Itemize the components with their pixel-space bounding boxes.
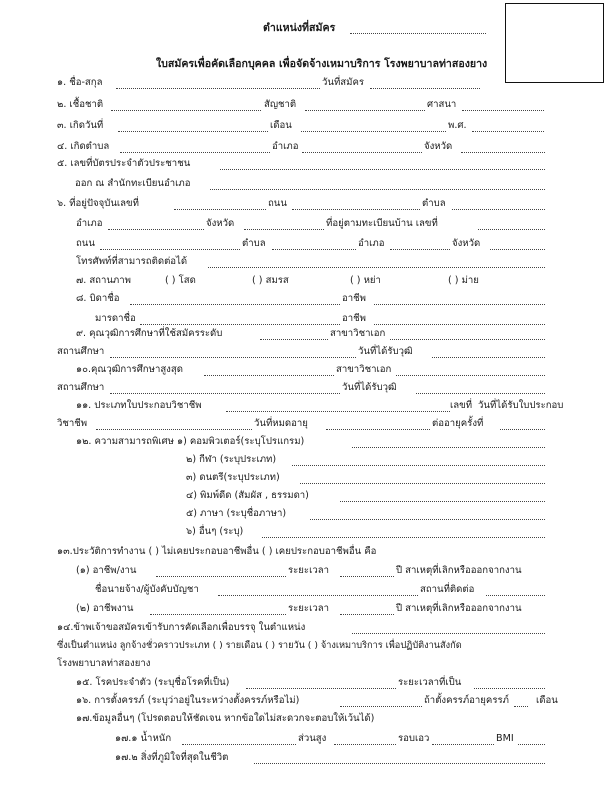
reg-province-field[interactable] bbox=[490, 249, 545, 250]
job1-field[interactable] bbox=[156, 576, 286, 577]
proud-label: ๑๗.๒ สิ่งที่ภูมิใจที่สุดในชีวิต bbox=[115, 752, 229, 763]
father-name-label: ๘. บิดาชื่อ bbox=[76, 293, 120, 304]
birth-month-label: เดือน bbox=[270, 120, 292, 131]
weight-label: ๑๗.๑ น้ำหนัก bbox=[115, 733, 172, 744]
license-no-label: เลขที่ bbox=[450, 400, 473, 411]
highest-edu-label: ๑๐.คุณวุฒิการศึกษาสูงสุด bbox=[76, 364, 183, 375]
birth-year-field[interactable] bbox=[472, 131, 544, 132]
other-info-label: ๑๗.ข้อมูลอื่นๆ (โปรดตอบให้ชัดเจน หากข้อใดไม่สะดวกจะตอบให้เว้นได้) bbox=[76, 713, 375, 724]
license-profession-label: วิชาชีพ bbox=[57, 418, 88, 429]
form-title: ใบสมัครเพื่อคัดเลือกบุคคล เพื่อจัดจ้างเหมาบริการ โรงพยาบาลท่าสองยาง bbox=[156, 58, 488, 70]
status-divorced-checkbox[interactable]: ( ) หย่า bbox=[350, 275, 381, 286]
name-field[interactable] bbox=[116, 88, 320, 89]
skill-other-label: ๖) อื่นๆ (ระบุ) bbox=[186, 526, 244, 537]
skill-sport-field[interactable] bbox=[292, 465, 545, 466]
skill-computer-label: ๑๒. ความสามารถพิเศษ ๑) คอมพิวเตอร์(ระบุโปรแกรม) bbox=[76, 436, 305, 447]
highest-major-field[interactable] bbox=[396, 375, 545, 376]
height-label: ส่วนสูง bbox=[298, 733, 327, 744]
edu-level-label: ๙. คุณวุฒิการศึกษาที่ใช้สมัครระดับ bbox=[76, 328, 223, 339]
edu-major-label: สาขาวิชาเอก bbox=[330, 328, 386, 339]
position-label: ตำแหน่งที่สมัคร bbox=[263, 22, 336, 34]
skill-music-field[interactable] bbox=[300, 483, 545, 484]
license-expiry-field[interactable] bbox=[326, 429, 430, 430]
religion-field[interactable] bbox=[462, 110, 544, 111]
address-district-field[interactable] bbox=[108, 229, 204, 230]
highest-graduation-field[interactable] bbox=[416, 393, 545, 394]
skill-computer-field[interactable] bbox=[352, 447, 545, 448]
apply-date-field[interactable] bbox=[370, 88, 480, 89]
id-card-label: ๕. เลขที่บัตรประจำตัวประชาชน bbox=[57, 158, 191, 169]
address-road-label: ถนน bbox=[268, 198, 287, 209]
reg-district-label: อำเภอ bbox=[358, 238, 385, 249]
hospital-name: โรงพยาบาลท่าสองยาง bbox=[57, 658, 151, 669]
highest-major-label: สาขาวิชาเอก bbox=[336, 364, 392, 375]
reg-province-label: จังหวัด bbox=[452, 238, 481, 249]
registered-address-field[interactable] bbox=[478, 229, 545, 230]
pregnancy-age-label: ถ้าตั้งครรภ์อายุครรภ์ bbox=[424, 695, 509, 706]
phone-label: โทรศัพท์ที่สามารถติดต่อได้ bbox=[76, 256, 188, 267]
license-renew-field[interactable] bbox=[500, 429, 545, 430]
name-label: ๑. ชื่อ-สกุล bbox=[57, 77, 103, 88]
highest-institution-field[interactable] bbox=[110, 393, 340, 394]
license-expiry-label: วันที่หมดอายุ bbox=[254, 418, 308, 429]
address-province-field[interactable] bbox=[244, 229, 324, 230]
apply-date-label: วันที่สมัคร bbox=[322, 77, 365, 88]
job2-duration-field[interactable] bbox=[340, 614, 394, 615]
pregnancy-age-field[interactable] bbox=[514, 706, 528, 707]
edu-major-field[interactable] bbox=[390, 339, 545, 340]
edu-institution-label: สถานศึกษา bbox=[57, 346, 105, 357]
birth-province-field[interactable] bbox=[461, 152, 545, 153]
address-district-label: อำเภอ bbox=[76, 218, 103, 229]
mother-occupation-label: อาชีพ bbox=[342, 313, 366, 324]
religion-label: ศาสนา bbox=[427, 99, 457, 110]
job2-label: (๒) อาชีพงาน bbox=[76, 603, 134, 614]
issued-at-label: ออก ณ สำนักทะเบียนอำเภอ bbox=[75, 178, 191, 189]
job2-duration-label: ระยะเวลา bbox=[288, 603, 330, 614]
nationality-field[interactable] bbox=[305, 110, 425, 111]
birth-district-label: อำเภอ bbox=[272, 141, 299, 152]
birth-subdistrict-label: ๔. เกิดตำบล bbox=[57, 141, 110, 152]
pregnancy-label: ๑๖. การตั้งครรภ์ (ระบุว่าอยู่ในระหว่างตั้งครรภ์หรือไม่) bbox=[76, 695, 300, 706]
disease-label: ๑๕. โรคประจำตัว (ระบุชื่อโรคที่เป็น) bbox=[76, 677, 230, 688]
bmi-label: BMI bbox=[496, 733, 514, 744]
highest-graduation-label: วันที่ได้รับวุฒิ bbox=[342, 382, 397, 393]
contact-place-field[interactable] bbox=[486, 595, 545, 596]
disease-duration-label: ระยะเวลาที่เป็น bbox=[398, 677, 462, 688]
reg-subdistrict-label: ตำบล bbox=[242, 238, 266, 249]
reg-road-label: ถนน bbox=[76, 238, 95, 249]
status-married-checkbox[interactable]: ( ) สมรส bbox=[252, 275, 289, 286]
nationality-label: สัญชาติ bbox=[264, 99, 297, 110]
license-renew-label: ต่ออายุครั้งที่ bbox=[432, 418, 484, 429]
reg-district-field[interactable] bbox=[390, 249, 450, 250]
address-road-field[interactable] bbox=[292, 209, 420, 210]
job1-reason-label: ปี สาเหตุที่เลิกหรือออกจากงาน bbox=[396, 565, 522, 576]
status-widowed-checkbox[interactable]: ( ) ม่าย bbox=[448, 275, 479, 286]
registered-address-label: ที่อยู่ตามทะเบียนบ้าน เลขที่ bbox=[326, 218, 438, 229]
mother-occupation-field[interactable] bbox=[374, 324, 545, 325]
skill-typing-label: ๔) พิมพ์ดีด (สัมผัส , ธรรมดา) bbox=[186, 490, 309, 501]
marital-status-label: ๗. สถานภาพ bbox=[76, 275, 131, 286]
license-type-label: ๑๑. ประเภทใบประกอบวิชาชีพ bbox=[76, 400, 202, 411]
disease-field[interactable] bbox=[246, 688, 396, 689]
address-subdistrict-field[interactable] bbox=[452, 209, 545, 210]
edu-level-field[interactable] bbox=[260, 339, 328, 340]
father-occupation-field[interactable] bbox=[374, 304, 545, 305]
address-no-field[interactable] bbox=[174, 209, 266, 210]
address-province-label: จังหวัด bbox=[206, 218, 235, 229]
skill-other-field[interactable] bbox=[262, 537, 545, 538]
license-issue-label: วันที่ได้รับใบประกอบ bbox=[478, 400, 564, 411]
phone-field[interactable] bbox=[208, 267, 545, 268]
address-subdistrict-label: ตำบล bbox=[422, 198, 446, 209]
disease-duration-field[interactable] bbox=[474, 688, 545, 689]
status-single-checkbox[interactable]: ( ) โสด bbox=[165, 275, 196, 286]
apply-position-field[interactable] bbox=[352, 633, 545, 634]
job1-duration-field[interactable] bbox=[340, 576, 394, 577]
reg-road-field[interactable] bbox=[100, 249, 240, 250]
job1-label: (๑) อาชีพ/งาน bbox=[76, 565, 137, 576]
height-field[interactable] bbox=[334, 744, 396, 745]
bmi-field[interactable] bbox=[518, 744, 545, 745]
job2-reason-label: ปี สาเหตุที่เลิกหรือออกจากงาน bbox=[396, 603, 522, 614]
ethnicity-label: ๒. เชื้อชาติ bbox=[57, 99, 104, 110]
birth-year-label: พ.ศ. bbox=[448, 120, 467, 131]
reg-subdistrict-field[interactable] bbox=[272, 249, 356, 250]
skill-music-label: ๓) ดนตรี(ระบุประเภท) bbox=[186, 472, 280, 483]
employer-label: ชื่อนายจ้าง/ผู้บังคับบัญชา bbox=[95, 584, 199, 595]
birth-subdistrict-field[interactable] bbox=[120, 152, 270, 153]
work-history-label: ๑๓.ประวัติการทำงาน ( ) ไม่เคยประกอบอาชีพอื่น ( ) เคยประกอบอาชีพอื่น คือ bbox=[57, 546, 377, 557]
pregnancy-month-label: เดือน bbox=[536, 695, 558, 706]
weight-field[interactable] bbox=[182, 744, 296, 745]
waist-field[interactable] bbox=[432, 744, 494, 745]
highest-institution-label: สถานศึกษา bbox=[57, 382, 105, 393]
mother-name-field[interactable] bbox=[140, 324, 340, 325]
skill-language-field[interactable] bbox=[310, 519, 545, 520]
apply-position-label: ๑๔.ข้าพเจ้าขอสมัครเข้ารับการคัดเลือกเพื่อบรรจุ ในตำแหน่ง bbox=[57, 622, 306, 633]
birth-day-field[interactable] bbox=[118, 131, 268, 132]
father-occupation-label: อาชีพ bbox=[342, 293, 366, 304]
license-type-field[interactable] bbox=[226, 411, 450, 412]
employer-field[interactable] bbox=[218, 595, 418, 596]
edu-graduation-field[interactable] bbox=[432, 357, 545, 358]
birth-district-field[interactable] bbox=[302, 152, 422, 153]
birth-province-label: จังหวัด bbox=[424, 141, 453, 152]
mother-name-label: มารดาชื่อ bbox=[95, 313, 136, 324]
contact-place-label: สถานที่ติดต่อ bbox=[420, 584, 475, 595]
issued-at-field[interactable] bbox=[210, 189, 545, 190]
ethnicity-field[interactable] bbox=[111, 110, 261, 111]
skill-sport-label: ๒) กีฬา (ระบุประเภท) bbox=[186, 454, 277, 465]
employment-type-label: ซึ่งเป็นตำแหน่ง ลูกจ้างชั่วคราวประเภท ( ) รายเดือน ( ) รายวัน ( ) จ้างเหมาบริการ เพื่อปฏิบัติงานสังกัด bbox=[57, 640, 462, 651]
id-card-field[interactable] bbox=[220, 169, 545, 170]
father-name-field[interactable] bbox=[130, 304, 340, 305]
photo-box bbox=[505, 3, 604, 83]
skill-language-label: ๕) ภาษา (ระบุชื่อภาษา) bbox=[186, 508, 287, 519]
waist-label: รอบเอว bbox=[398, 733, 430, 744]
job2-field[interactable] bbox=[150, 614, 286, 615]
skill-typing-field[interactable] bbox=[340, 501, 545, 502]
job1-duration-label: ระยะเวลา bbox=[288, 565, 330, 576]
pregnancy-field[interactable] bbox=[340, 706, 422, 707]
edu-graduation-label: วันที่ได้รับวุฒิ bbox=[358, 346, 413, 357]
birth-day-label: ๓. เกิดวันที่ bbox=[57, 120, 104, 131]
address-no-label: ๖. ที่อยู่ปัจจุบันเลขที่ bbox=[57, 198, 139, 209]
proud-field[interactable] bbox=[254, 763, 545, 764]
highest-edu-field[interactable] bbox=[204, 375, 334, 376]
edu-institution-field[interactable] bbox=[110, 357, 356, 358]
position-field[interactable] bbox=[350, 33, 486, 34]
license-profession-field[interactable] bbox=[96, 429, 252, 430]
birth-month-field[interactable] bbox=[301, 131, 446, 132]
